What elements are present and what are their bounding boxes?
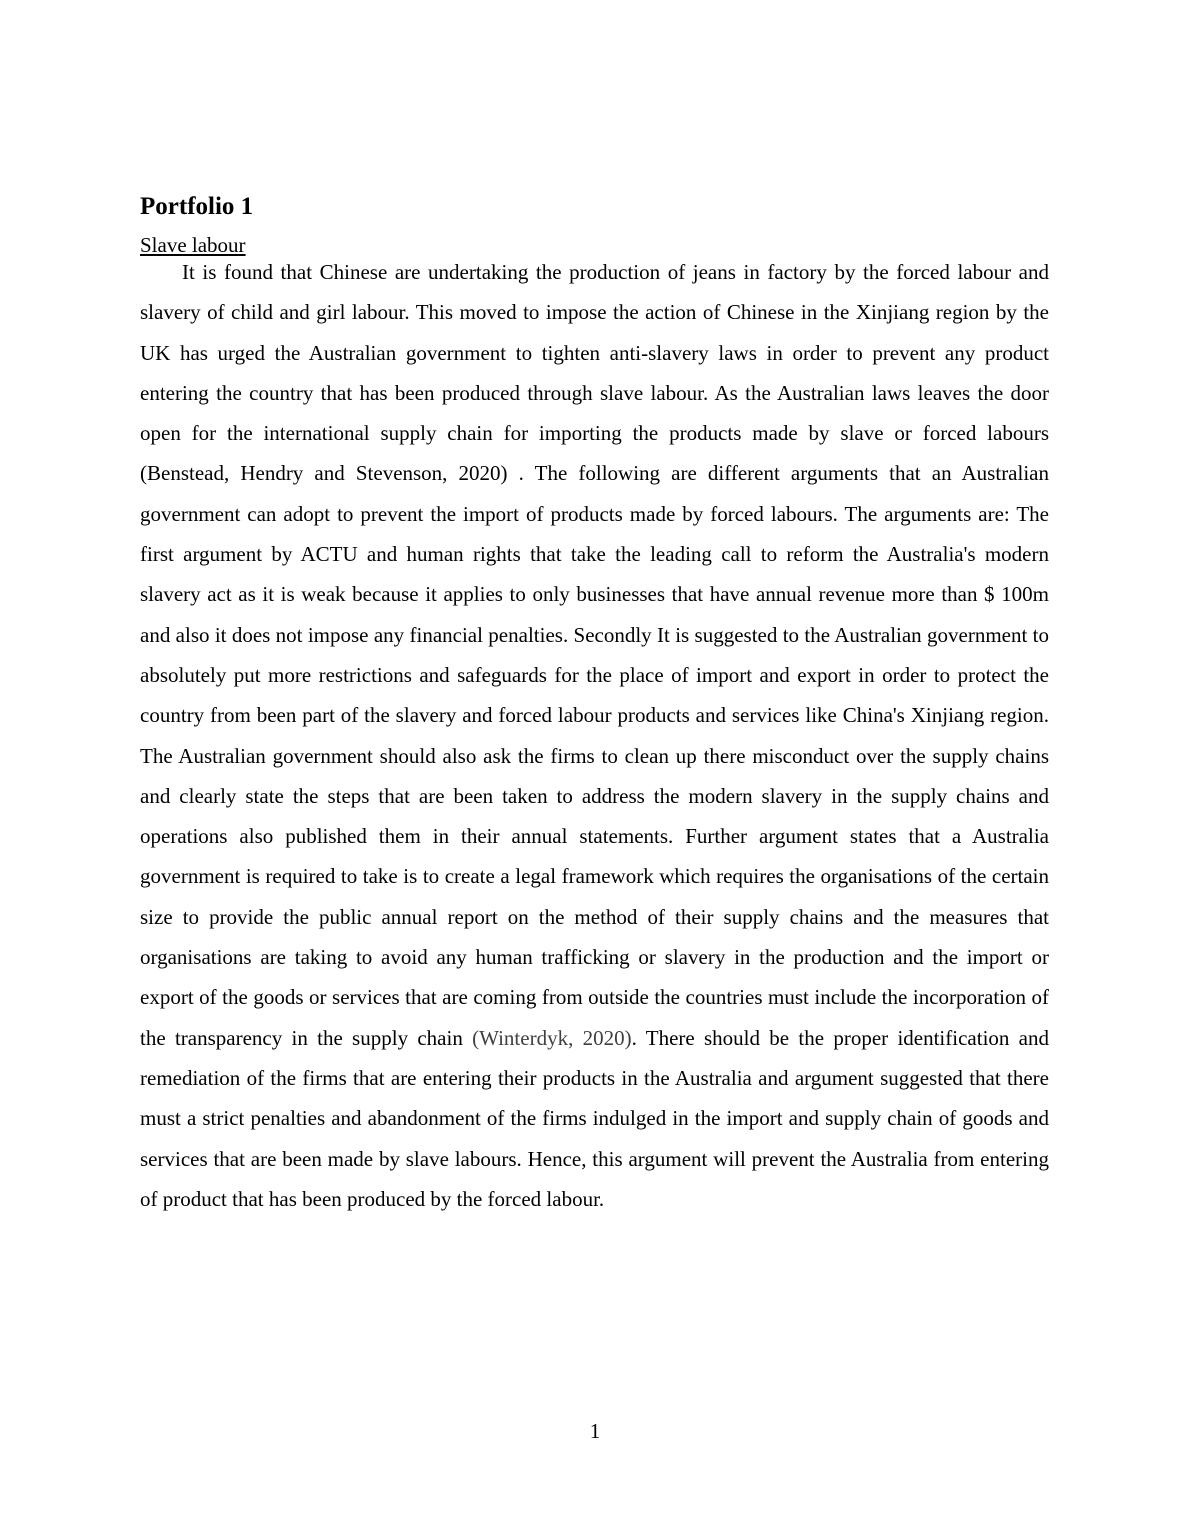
section-heading: Portfolio 1 <box>140 193 254 220</box>
citation: (Winterdyk, 2020) <box>472 1025 632 1050</box>
subsection-heading: Slave labour <box>140 233 246 257</box>
paragraph-text-part2: . There should be the proper identification and remediation of the firms that are entering their products in the Australia and argument suggested that there must a strict penalties and abandonment of the firms indulged in the import and supply chain of goods and services that are been made by slave labours. Hence, this argument will prevent the Australia from entering of product that has been produced by the forced labour. <box>140 1025 1050 1211</box>
page-content <box>140 190 1049 1219</box>
paragraph-text-part1: It is found that Chinese are undertaking the production of jeans in factory by the forced labour and slavery of child and girl labour. This moved to impose the action of Chinese in the Xinjiang region by the UK has urged the Australian government to tighten anti-slavery laws in order to prevent any product entering the country that has been produced through slave labour. As the Australian laws leaves the door open for the international supply chain for importing the products made by slave or forced labours (Benstead, Hendry and Stevenson, 2020) . The following are different arguments that an Australian government can adopt to prevent the import of products made by forced labours. The arguments are: The first argument by ACTU and human rights that take the leading call to reform the Australia's modern slavery act as it is weak because it applies to only businesses that have annual revenue more than $ 100m and also it does not impose any financial penalties. Secondly It is suggested to the Australian government to absolutely put more restrictions and safeguards for the place of import and export in order to protect the country from been part of the slavery and forced labour products and services like China's Xinjiang region. The Australian government should also ask the firms to clean up there misconduct over the supply chains and clearly state the steps that are been taken to address the modern slavery in the supply chains and operations also published them in their annual statements. Further argument states that a Australia government is required to take is to create a legal framework which requires the organisations of the certain size to provide the public annual report on the method of their supply chains and the measures that organisations are taking to avoid any human trafficking or slavery in the production and the import or export of the goods or services that are coming from outside the countries must include the incorporation of the transparency in the supply chain <box>140 260 1049 1050</box>
page-number: 1 <box>589 1419 601 1443</box>
body-paragraph <box>140 252 1049 1219</box>
